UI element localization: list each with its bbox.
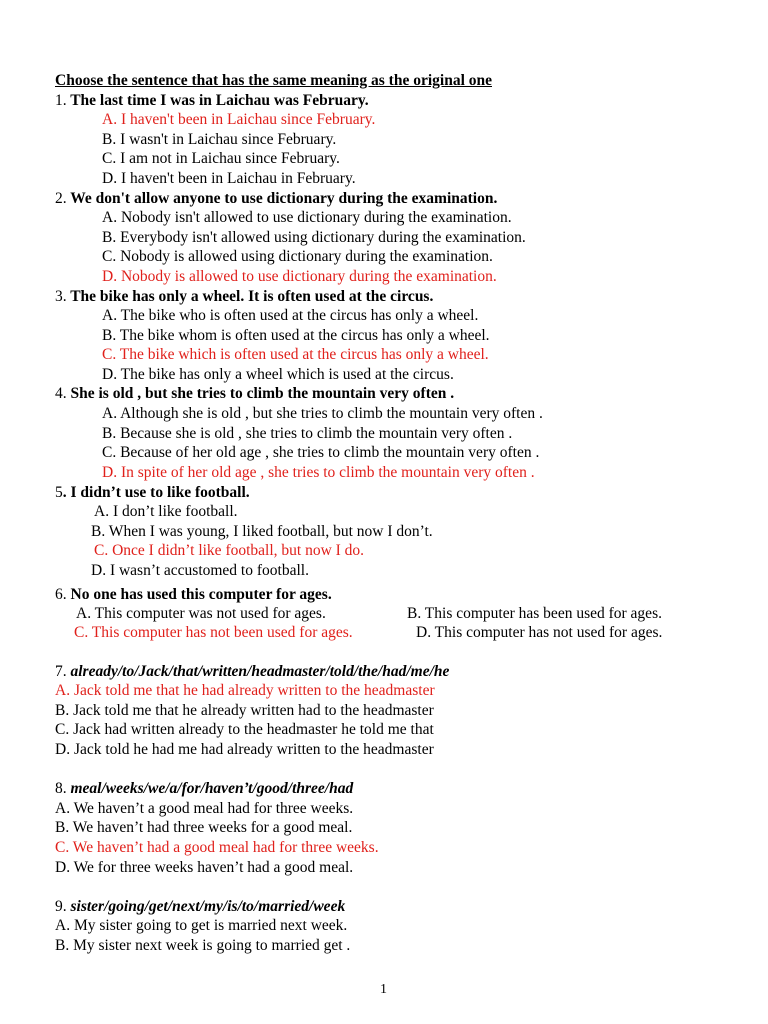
question-text: The last time I was in Laichau was February.: [66, 92, 369, 109]
question-text: sister/going/get/next/my/is/to/married/week: [66, 898, 346, 915]
option-6d: D. This computer has not used for ages.: [416, 624, 663, 641]
option-4c: C. Because of her old age , she tries to climb the mountain very often .: [102, 444, 540, 461]
question-3: [55, 287, 433, 306]
option-7a: A. Jack told me that he had already written to the headmaster: [55, 682, 435, 699]
option-1c: C. I am not in Laichau since February.: [102, 150, 340, 167]
question-text: meal/weeks/we/a/for/haven’t/good/three/had: [66, 780, 354, 797]
option-3c: C. The bike which is often used at the circus has only a wheel.: [102, 346, 489, 363]
option-8c: C. We haven’t had a good meal had for three weeks.: [55, 839, 379, 856]
option-1d: D. I haven't been in Laichau in February.: [102, 170, 356, 187]
question-number: 7.: [55, 663, 67, 680]
option-5d: D. I wasn’t accustomed to football.: [91, 562, 309, 579]
question-5: [55, 483, 250, 502]
option-4b: B. Because she is old , she tries to climb the mountain very often .: [102, 425, 513, 442]
option-3a: A. The bike who is often used at the circus has only a wheel.: [102, 307, 479, 324]
question-text: already/to/Jack/that/written/headmaster/told/the/had/me/he: [66, 663, 450, 680]
question-text: She is old , but she tries to climb the mountain very often .: [66, 385, 455, 402]
option-5b: B. When I was young, I liked football, but now I don’t.: [91, 523, 433, 540]
option-7c: C. Jack had written already to the headmaster he told me that: [55, 721, 434, 738]
question-text: We don't allow anyone to use dictionary during the examination.: [66, 190, 498, 207]
question-1: [55, 91, 369, 110]
option-8d: D. We for three weeks haven’t had a good meal.: [55, 859, 354, 876]
option-2c: C. Nobody is allowed using dictionary during the examination.: [102, 248, 493, 265]
option-4d: D. In spite of her old age , she tries to climb the mountain very often .: [102, 464, 535, 481]
question-number: 3.: [55, 288, 67, 305]
option-2d: D. Nobody is allowed to use dictionary during the examination.: [102, 268, 497, 285]
option-2a: A. Nobody isn't allowed to use dictionary during the examination.: [102, 209, 512, 226]
option-7b: B. Jack told me that he already written had to the headmaster: [55, 702, 434, 719]
question-number: 9.: [55, 898, 67, 915]
option-3d: D. The bike has only a wheel which is used at the circus.: [102, 366, 454, 383]
option-8a: A. We haven’t a good meal had for three weeks.: [55, 800, 354, 817]
option-6a: A. This computer was not used for ages.: [76, 605, 326, 622]
option-1b: B. I wasn't in Laichau since February.: [102, 131, 337, 148]
question-number: 8.: [55, 780, 67, 797]
question-number: 4.: [55, 385, 67, 402]
option-6c: C. This computer has not been used for ages.: [74, 624, 353, 641]
question-9: [55, 897, 345, 916]
option-9b: B. My sister next week is going to married get .: [55, 937, 351, 954]
question-number: 2.: [55, 190, 67, 207]
question-8: [55, 779, 353, 798]
question-text: . I didn’t use to like football.: [62, 484, 250, 501]
option-7d: D. Jack told he had me had already written to the headmaster: [55, 741, 434, 758]
question-number: 1.: [55, 92, 67, 109]
option-1a: A. I haven't been in Laichau since February.: [102, 111, 376, 128]
question-7: [55, 662, 449, 681]
option-6b: B. This computer has been used for ages.: [407, 605, 662, 622]
instruction-heading: Choose the sentence that has the same meaning as the original one: [55, 72, 492, 89]
question-number: 6.: [55, 586, 67, 603]
option-5a: A. I don’t like football.: [94, 503, 238, 520]
option-5c: C. Once I didn’t like football, but now I do.: [94, 542, 365, 559]
option-2b: B. Everybody isn't allowed using dictionary during the examination.: [102, 229, 526, 246]
option-8b: B. We haven’t had three weeks for a good meal.: [55, 819, 353, 836]
option-9a: A. My sister going to get is married next week.: [55, 917, 348, 934]
option-4a: A. Although she is old , but she tries to climb the mountain very often .: [102, 405, 543, 422]
question-2: [55, 189, 497, 208]
page-number: 1: [380, 982, 387, 997]
question-text: No one has used this computer for ages.: [66, 586, 332, 603]
option-3b: B. The bike whom is often used at the circus has only a wheel.: [102, 327, 490, 344]
question-text: The bike has only a wheel. It is often used at the circus.: [66, 288, 434, 305]
question-number: 5: [55, 484, 63, 501]
question-4: [55, 384, 454, 403]
question-6: [55, 585, 332, 604]
